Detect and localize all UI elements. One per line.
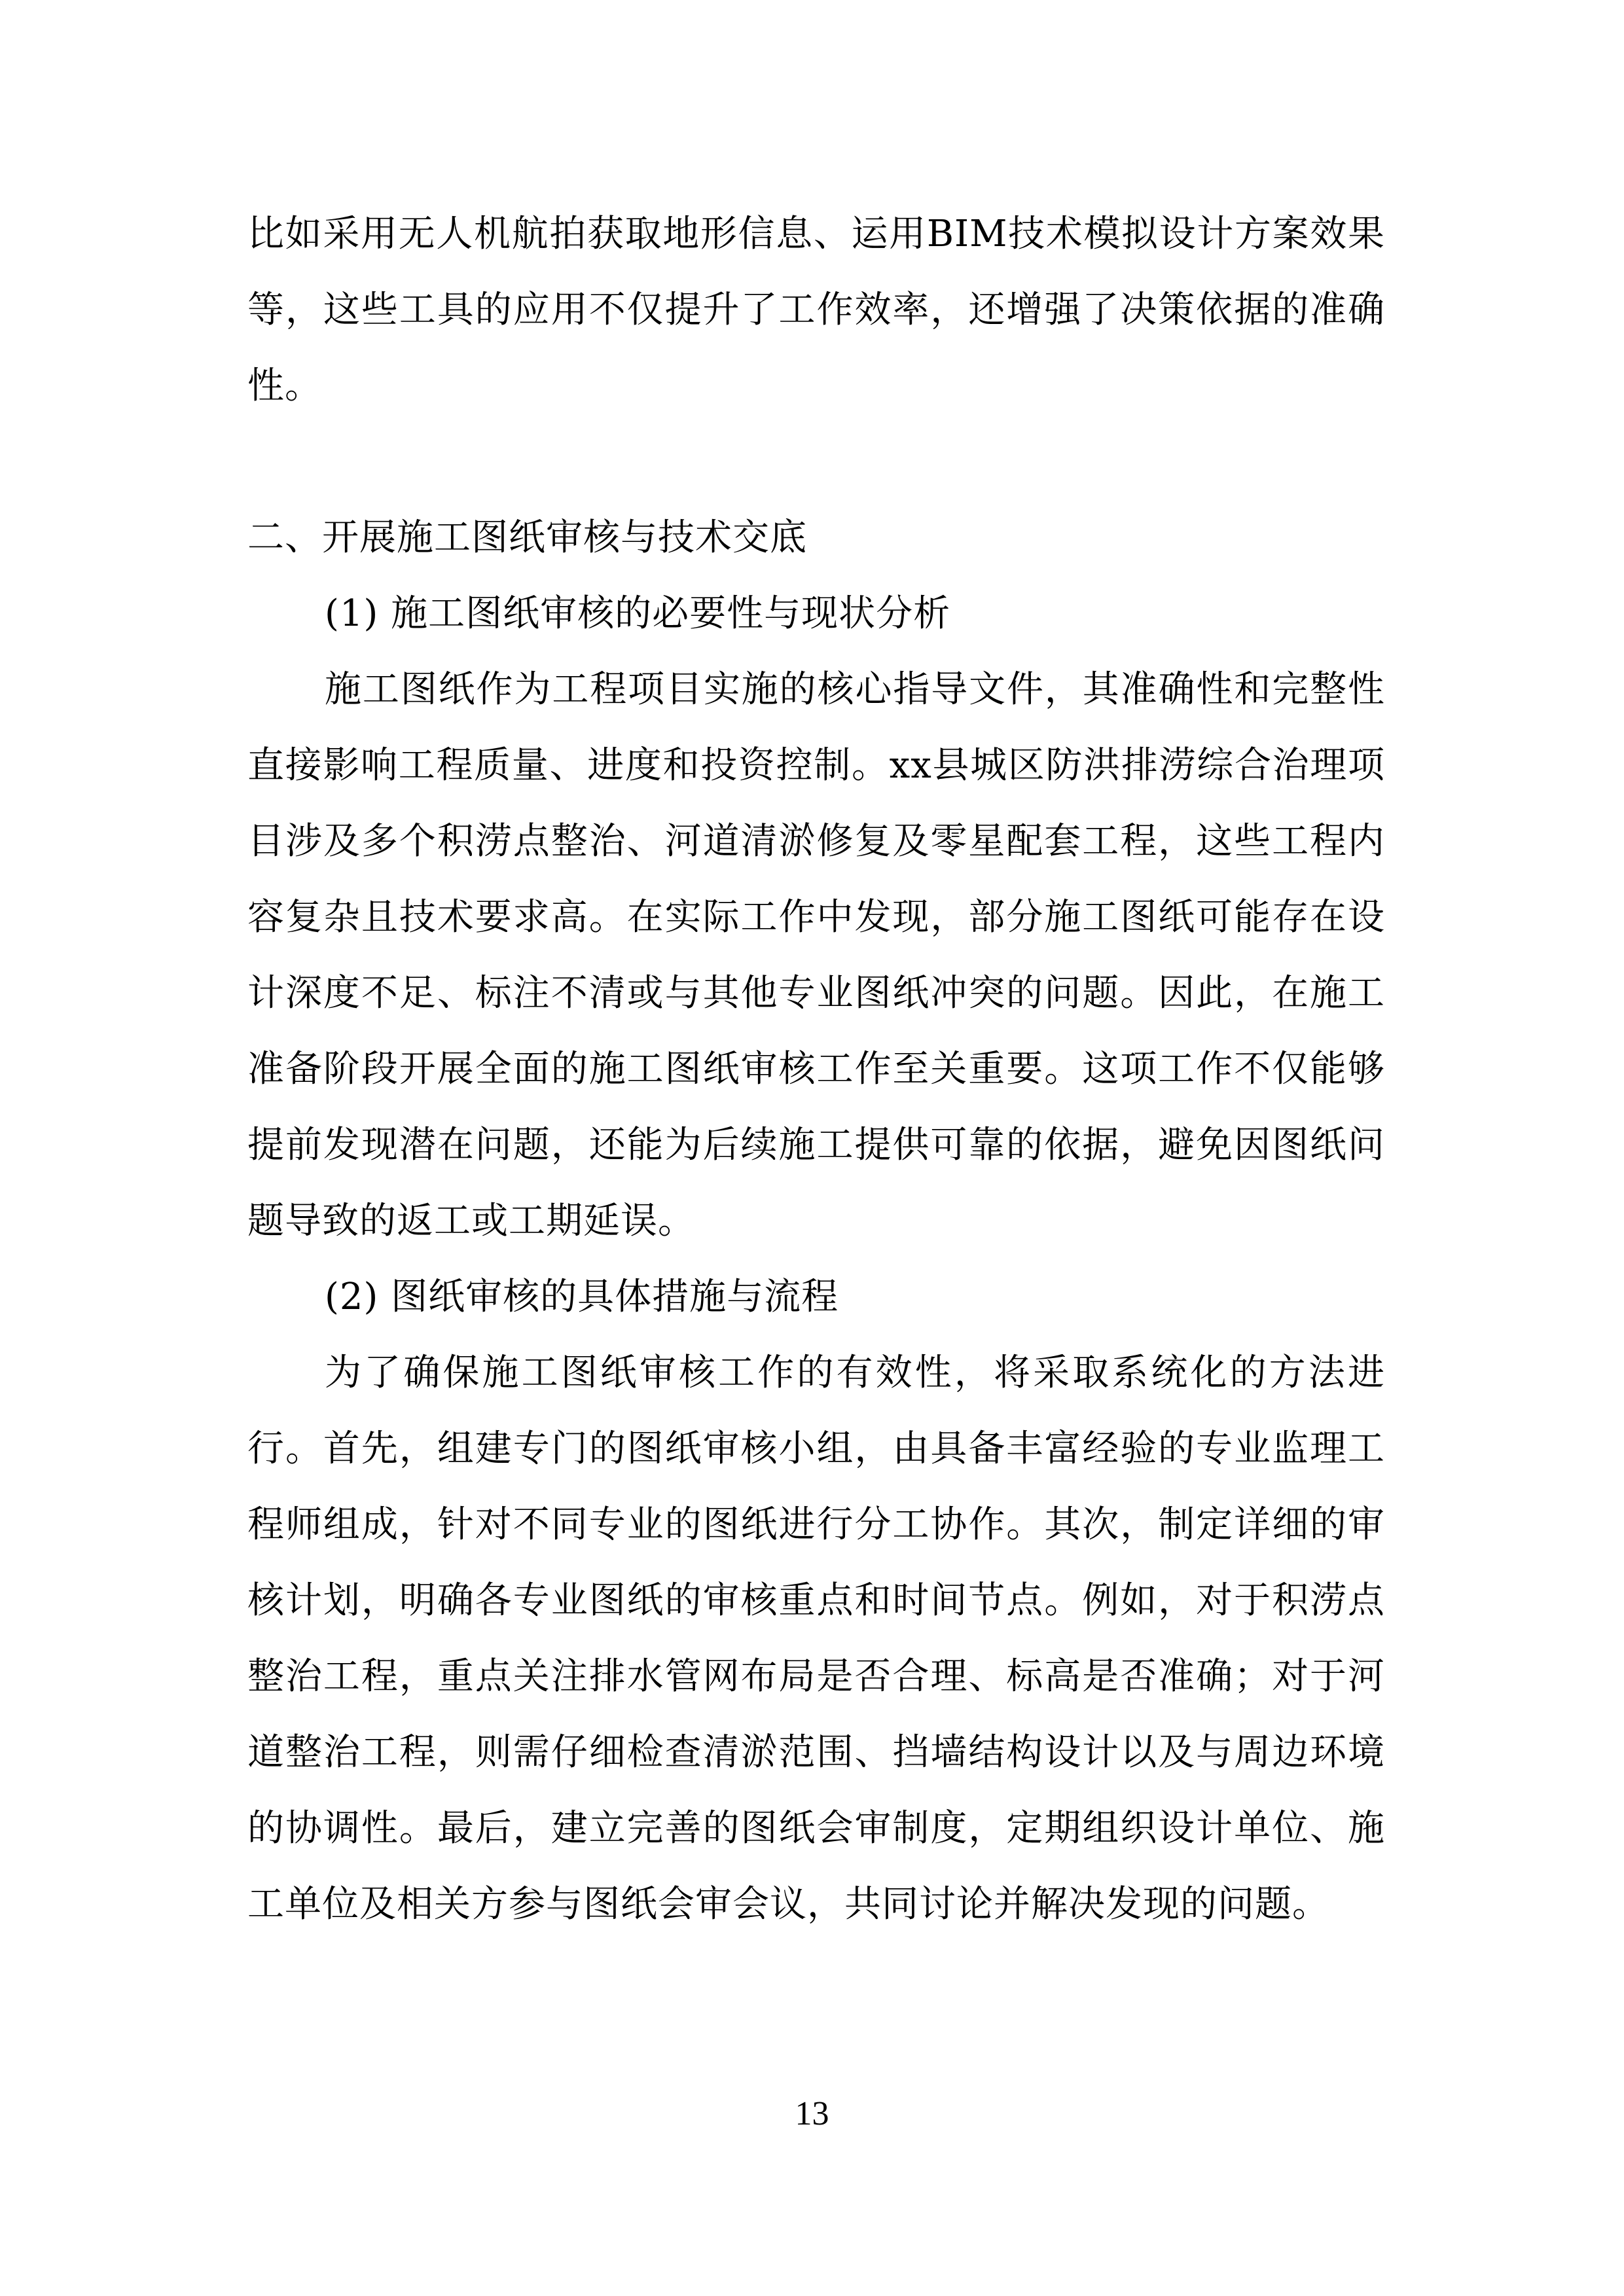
intro-paragraph: 比如采用无人机航拍获取地形信息、运用BIM技术模拟设计方案效果等，这些工具的应用不仅提升了工作效率，还增强了决策依据的准确性。 (247, 213, 1385, 407)
subsection-heading-1: (1) 施工图纸审核的必要性与现状分析 (325, 592, 951, 635)
body-paragraph-2: 为了确保施工图纸审核工作的有效性，将采取系统化的方法进行。首先，组建专门的图纸审核小组，由具备丰富经验的专业监理工程师组成，针对不同专业的图纸进行分工协作。其次，制定详细的审核计划，明确各专业图纸的审核重点和时间节点。例如，对于积涝点整治工程，重点关注排水管网布局是否合理、标高是否准确；对于河道整治工程，则需仔细检查清淤范围、挡墙结构设计以及与周边环境的协调性。最后，建立完善的图纸会审制度，定期组织设计单位、施工单位及相关方参与图纸会审会议，共同讨论并解决发现的问题。 (247, 1352, 1385, 1926)
subsection-heading-2: (2) 图纸审核的具体措施与流程 (325, 1276, 839, 1318)
page-content (247, 196, 1385, 1943)
section-heading: 二、开展施工图纸审核与技术交底 (247, 516, 807, 559)
body-paragraph-1: 施工图纸作为工程项目实施的核心指导文件，其准确性和完整性直接影响工程质量、进度和投资控制。xx县城区防洪排涝综合治理项目涉及多个积涝点整治、河道清淤修复及零星配套工程，这些工程内容复杂且技术要求高。在实际工作中发现，部分施工图纸可能存在设计深度不足、标注不清或与其他专业图纸冲突的问题。因此，在施工准备阶段开展全面的施工图纸审核工作至关重要。这项工作不仅能够提前发现潜在问题，还能为后续施工提供可靠的依据，避免因图纸问题导致的返工或工期延误。 (247, 668, 1385, 1242)
page-number: 13 (795, 2095, 829, 2132)
